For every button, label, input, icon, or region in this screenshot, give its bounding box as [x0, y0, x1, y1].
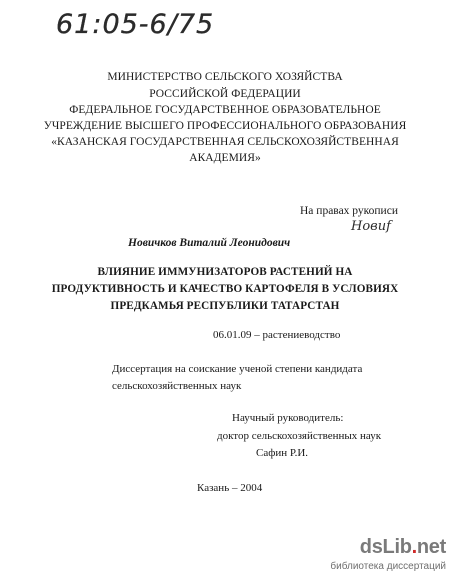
supervisor-degree: доктор сельскохозяйственных наук — [217, 430, 382, 442]
ministry-line-6: АКАДЕМИЯ» — [189, 152, 261, 164]
watermark-brand — [360, 536, 446, 559]
ministry-line-1: МИНИСТЕРСТВО СЕЛЬСКОГО ХОЗЯЙСТВА — [107, 71, 343, 83]
dissertation-title-line-3: ПРЕДКАМЬЯ РЕСПУБЛИКИ ТАТАРСТАН — [110, 300, 340, 312]
supervisor-label: Научный руководитель: — [232, 412, 344, 424]
watermark-brand-main: dsLib — [359, 536, 412, 558]
specialty-code: 06.01.09 – растениеводство — [213, 329, 341, 341]
dissertation-title-line-2: ПРОДУКТИВНОСТЬ И КАЧЕСТВО КАРТОФЕЛЯ В УСЛОВИЯХ — [51, 283, 399, 295]
supervisor-name: Сафин Р.И. — [256, 447, 309, 459]
handwritten-code-text: 61:05-6/75 — [56, 9, 215, 40]
dslib-watermark — [326, 536, 448, 576]
ministry-line-3: ФЕДЕРАЛЬНОЕ ГОСУДАРСТВЕННОЕ ОБРАЗОВАТЕЛЬНОЕ — [69, 104, 381, 116]
handwritten-signature — [350, 216, 394, 234]
author-name: Новичков Виталий Леонидович — [128, 237, 291, 249]
ministry-line-2: РОССИЙСКОЙ ФЕДЕРАЦИИ — [149, 88, 301, 100]
watermark-brand-dot: . — [411, 536, 417, 558]
place-and-year: Казань – 2004 — [197, 482, 263, 494]
ministry-line-4: УЧРЕЖДЕНИЕ ВЫСШЕГО ПРОФЕССИОНАЛЬНОГО ОБРАЗОВАНИЯ — [43, 120, 407, 132]
dissertation-title-line-1: ВЛИЯНИЕ ИММУНИЗАТОРОВ РАСТЕНИЙ НА — [97, 266, 353, 278]
signature-text: Новиf — [351, 219, 391, 234]
watermark-brand-tld: net — [416, 536, 446, 558]
handwritten-catalogue-code — [52, 2, 232, 42]
manuscript-rights-note: На правах рукописи — [300, 205, 398, 217]
dissertation-purpose-line-2: сельскохозяйственных наук — [112, 380, 242, 392]
watermark-tagline: библиотека диссертаций — [330, 561, 446, 572]
dissertation-purpose-line-1: Диссертация на соискание ученой степени кандидата — [112, 363, 363, 375]
ministry-line-5: «КАЗАНСКАЯ ГОСУДАРСТВЕННАЯ СЕЛЬСКОХОЗЯЙСТВЕННАЯ — [51, 136, 399, 148]
